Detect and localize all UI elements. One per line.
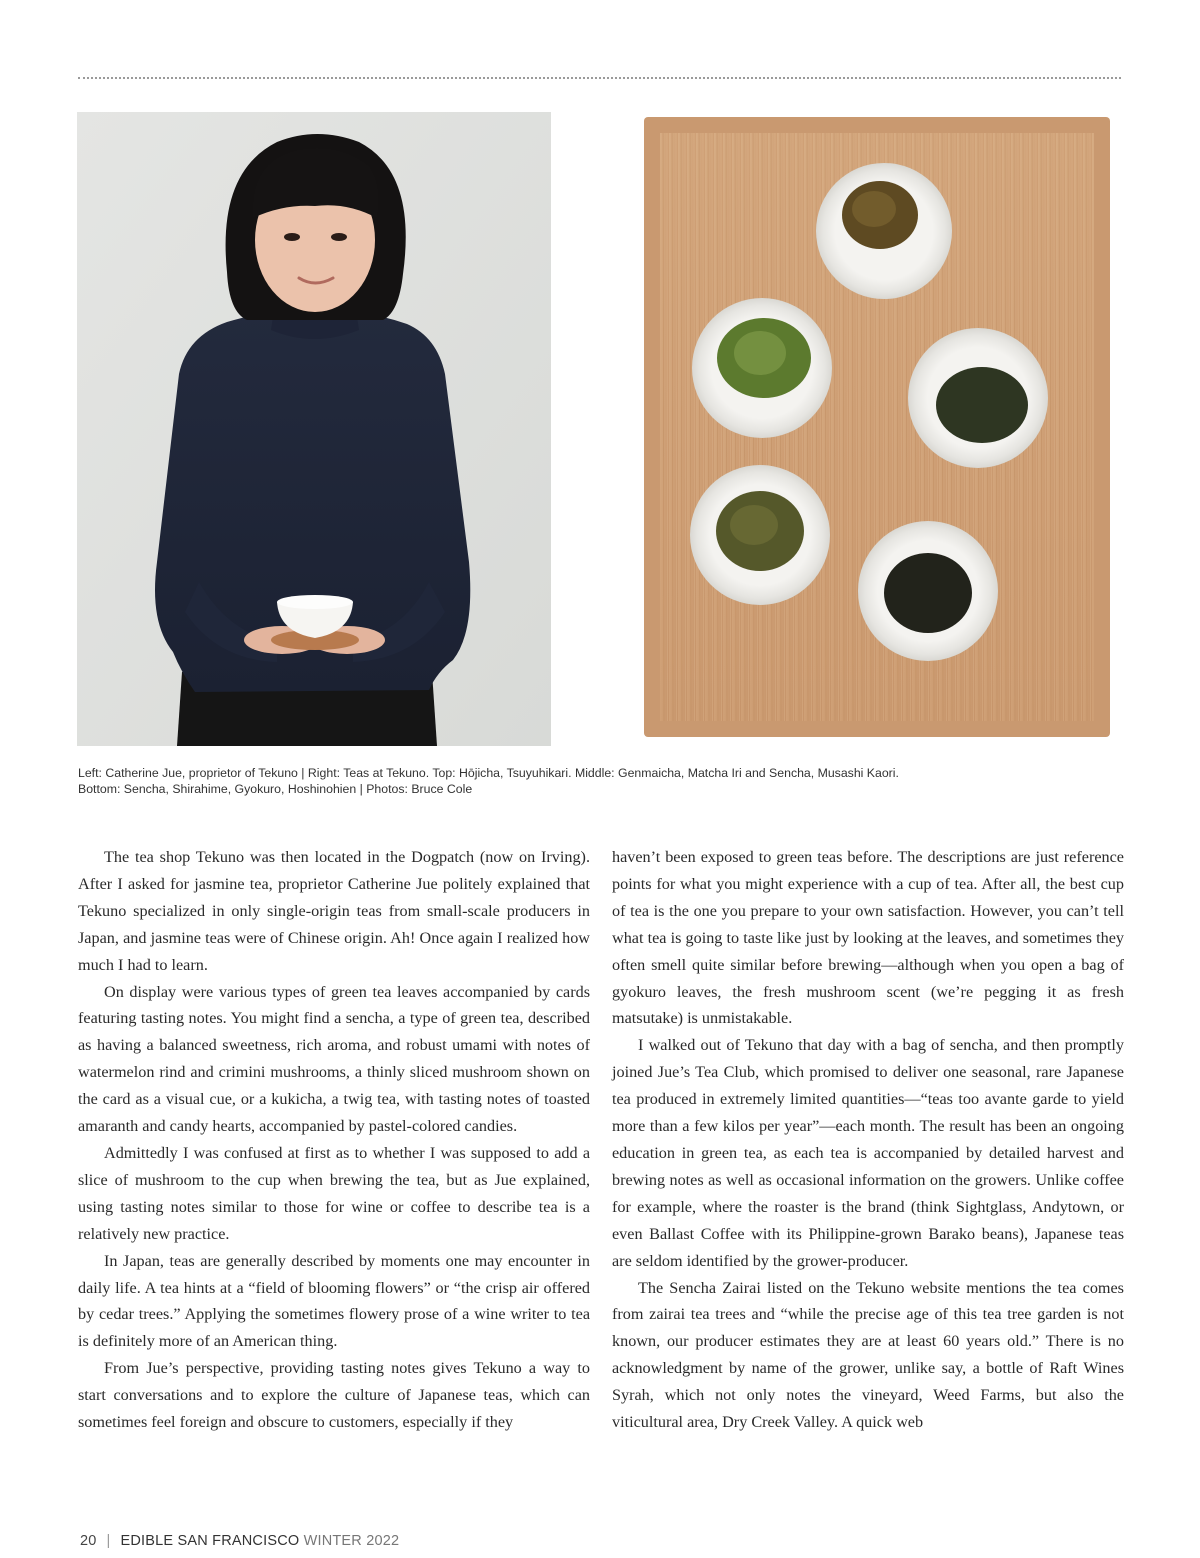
publication-name: EDIBLE SAN FRANCISCO [120, 1533, 300, 1549]
photo-caption [78, 765, 1118, 797]
paragraph: On display were various types of green tea leaves accompanied by cards featuring tasting notes. You might find a sencha, a type of green tea, described as having a balanced sweetness, rich aroma, and robust umami with notes of watermelon rind and crimini mushrooms, a thinly sliced mushroom shown on the card as a visual cue, or a kukicha, a twig tea, with tasting notes of toasted amaranth and candy hearts, accompanied by pastel-colored candies. [78, 982, 590, 1136]
paragraph-continued: haven’t been exposed to green teas before. The descriptions are just reference points for what you might experience with a cup of tea. After all, the best cup of tea is the one you prepare to your own satisfaction. However, you can’t tell what tea is going to taste like just by looking at the leaves, and sometimes they often smell quite similar before brewing—although when you open a bag of gyokuro leaves, the fresh mushroom scent (we’re pegging it as fresh matsutake) is unmistakable. [612, 848, 1124, 1028]
paragraph: I walked out of Tekuno that day with a bag of sencha, and then promptly joined Jue’s Tea Club, which promised to deliver one seasonal, rare Japanese tea produced in extremely limited quantities—“teas too avante garde to yield more than a few kilos per year”—each month. The result has been an ongoing education in green tea, as each tea is accompanied by detailed harvest and brewing notes as well as occasional information on the growers. Unlike coffee for example, where the roaster is the brand (think Sightglass, Andytown, or even Ballast Coffee with its Philippine-grown Barako beans), Japanese teas are seldom identified by the grower-producer. [612, 1036, 1124, 1270]
bowl-top [816, 163, 952, 299]
tea-tray-illustration [642, 113, 1115, 744]
paragraph: From Jue’s perspective, providing tasting notes gives Tekuno a way to start conversations and to explore the culture of Japanese teas, which can sometimes feel foreign and obscure to customers, especially if they [78, 1359, 590, 1432]
bowl-middle-right [908, 328, 1048, 468]
paragraph: Admittedly I was confused at first as to whether I was supposed to add a slice of mushroom to the cup when brewing the tea, but as Jue explained, using tasting notes similar to those for wine or coffee to describe tea is a relatively new practice. [78, 1143, 590, 1243]
bowl-middle-left [692, 298, 832, 438]
portrait-illustration [77, 112, 551, 746]
footer-separator: | [106, 1533, 111, 1549]
paragraph: The tea shop Tekuno was then located in the Dogpatch (now on Irving). After I asked for jasmine tea, proprietor Catherine Jue politely explained that Tekuno specialized in only single-origin teas from small-scale producers in Japan, and jasmine teas were of Chinese origin. Ah! Once again I realized how much I had to learn. [78, 848, 590, 974]
page-number: 20 [80, 1533, 97, 1549]
top-dotted-rule [78, 77, 1121, 79]
caption-line-2: Bottom: Sencha, Shirahime, Gyokuro, Hoshinohien | Photos: Bruce Cole [78, 782, 473, 796]
article-column-right [612, 844, 1124, 1436]
paragraph: In Japan, teas are generally described by moments one may encounter in daily life. A tea hints at a “field of blooming flowers” or “the crisp air offered by cedar trees.” Applying the sometimes flowery prose of a wine writer to tea is definitely more of an American thing. [78, 1251, 590, 1351]
photo-catherine-jue [77, 112, 551, 746]
caption-line-1: Left: Catherine Jue, proprietor of Tekuno | Right: Teas at Tekuno. Top: Hōjicha, Tsuyuhikari. Middle: Genmaicha, Matcha Iri and Sencha, Musashi Kaori. [78, 766, 899, 780]
issue-label: WINTER 2022 [303, 1533, 400, 1549]
bowl-bottom-left [690, 465, 830, 605]
photo-teas-on-tray [642, 113, 1115, 744]
page-footer [80, 1533, 399, 1549]
article-column-left [78, 844, 590, 1436]
bowl-bottom-right [858, 521, 998, 661]
paragraph: The Sencha Zairai listed on the Tekuno website mentions the tea comes from zairai tea trees and “while the precise age of this tea tree garden is not known, our producer estimates they are at least 60 years old.” There is no acknowledgment by name of the grower, unlike say, a bottle of Raft Wines Syrah, which not only notes the vineyard, Weed Farms, but also the viticultural area, Dry Creek Valley. A quick web [612, 1278, 1124, 1432]
